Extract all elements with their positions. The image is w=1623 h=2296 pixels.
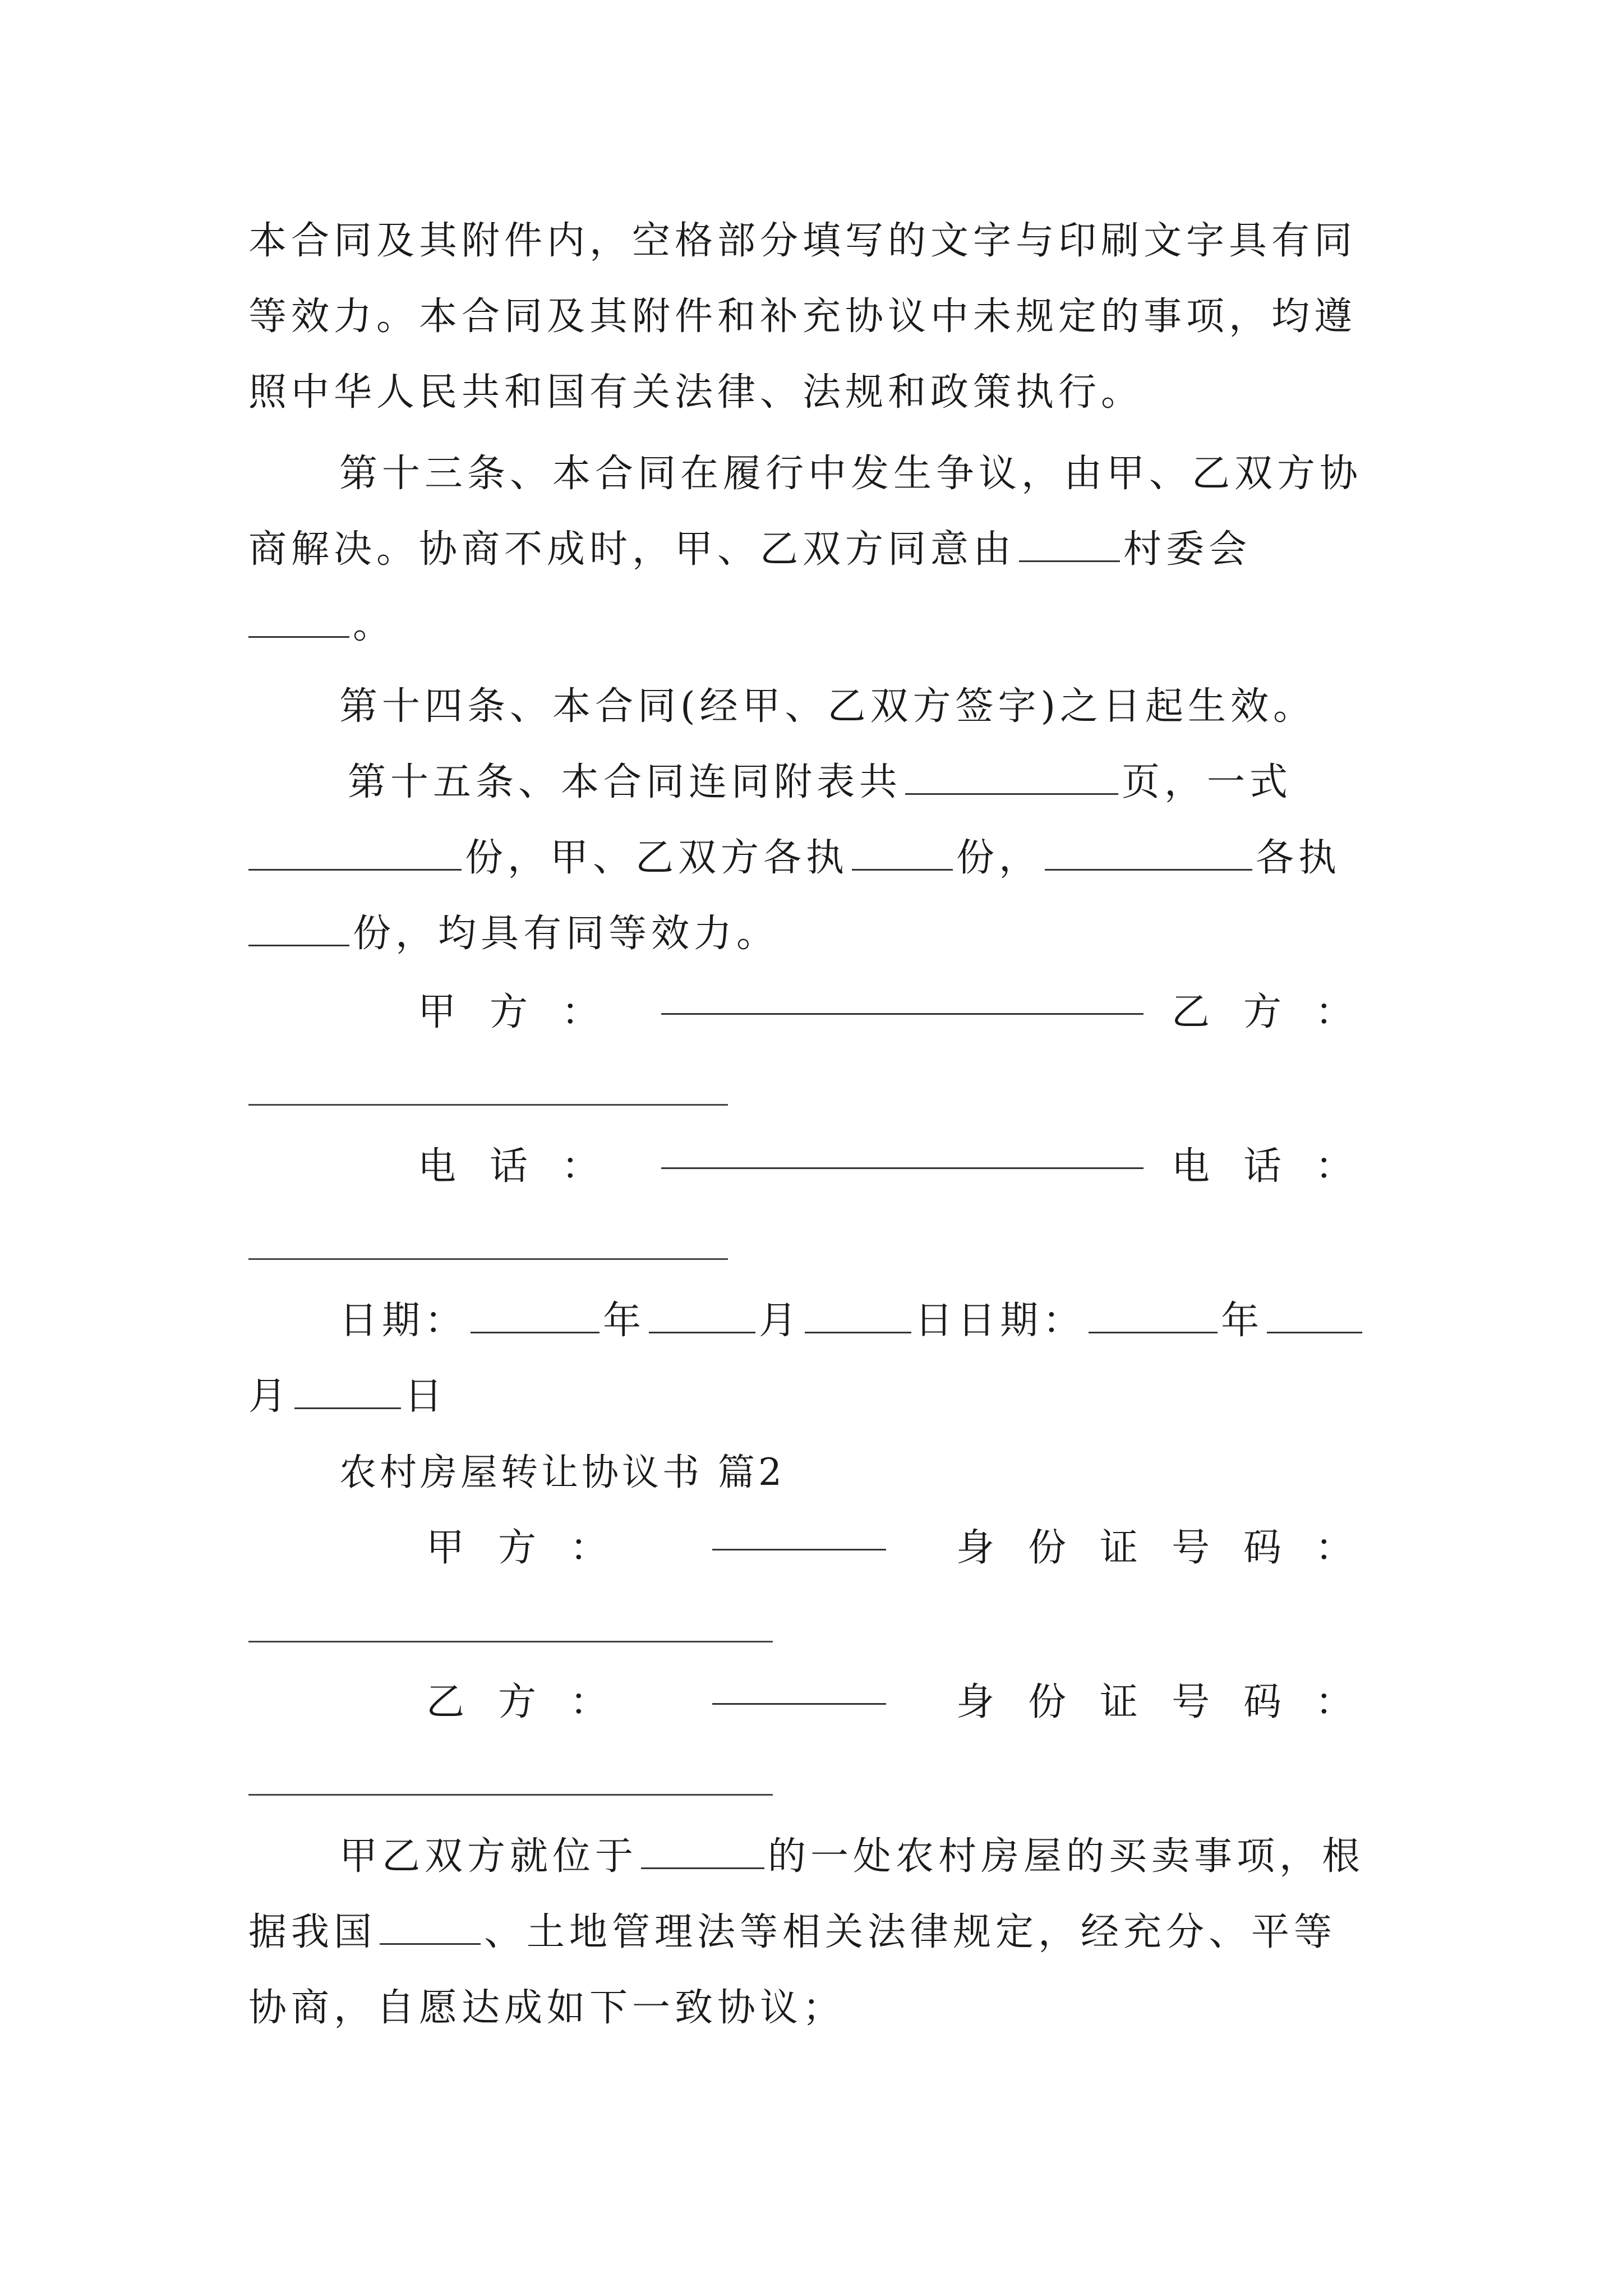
date-line-1 [339, 1290, 1387, 1352]
year-b: 年 [1221, 1299, 1264, 1343]
phone-label-a: 电话： [418, 1144, 634, 1189]
blank-party-a [661, 1013, 1144, 1015]
blank-other-copies [248, 944, 349, 946]
intro-line-2-text-b: 、土地管理法等相关法律规定，经充分、平等 [484, 1910, 1337, 1954]
month-a: 月 [759, 1299, 802, 1343]
article-13-line-3 [248, 595, 1387, 656]
blank-month-b [1267, 1331, 1362, 1333]
article-13-line-2-text: 商解决。协商不成时，甲、乙双方同意由 [248, 527, 1016, 572]
article-15-line-2-text-a: 份，甲、乙双方各执 [465, 836, 849, 880]
article-15-line-2-text-c: 各执 [1256, 836, 1341, 880]
blank-village [1019, 560, 1120, 562]
blank-section-2-id-a [248, 1641, 773, 1642]
month-b: 月 [248, 1374, 292, 1419]
phone-label-b: 电话： [1171, 1144, 1387, 1189]
section-2-party-a-row [426, 1517, 1387, 1579]
article-15-line-1 [348, 752, 1395, 813]
blank-law [380, 1943, 481, 1945]
blank-month-a [649, 1331, 755, 1333]
blank-day-b [294, 1407, 401, 1409]
article-15-pages-text: 页，一式 [1122, 760, 1293, 804]
blank-committee [248, 636, 349, 638]
article-13-line-3-text: 。 [353, 603, 396, 647]
blank-each-copies [852, 868, 953, 871]
blank-section-2-party-b [712, 1703, 886, 1705]
paragraph-1-line-1: 本合同及其附件内，空格部分填写的文字与印刷文字具有同 [248, 219, 1357, 263]
article-15-line-2-text-b: 份， [956, 836, 1042, 880]
paragraph-1-line-3: 照中华人民共和国有关法律、法规和政策执行。 [248, 370, 1144, 415]
article-13-line-1: 第十三条、本合同在履行中发生争议，由甲、乙双方协 [339, 452, 1363, 496]
section-2-party-b-row [426, 1672, 1387, 1733]
party-a-label: 甲方： [418, 990, 634, 1034]
signature-row-phones [418, 1136, 1387, 1198]
intro-line-2-text-a: 据我国 [248, 1910, 377, 1954]
blank-section-2-party-a [712, 1548, 886, 1550]
day-b: 日 [404, 1374, 448, 1419]
article-13-line-2 [248, 519, 1387, 581]
article-15-line-3 [248, 903, 1387, 965]
intro-line-2 [248, 1902, 1387, 1963]
section-2-party-b-label: 乙方： [426, 1680, 642, 1724]
intro-line-1-text-a: 甲乙双方就位于 [339, 1834, 638, 1879]
article-15-line-2 [248, 827, 1387, 889]
date-label-b: 日期： [957, 1299, 1086, 1343]
section-2-title: 农村房屋转让协议书 篇2 [339, 1451, 785, 1494]
blank-year-a [471, 1331, 600, 1333]
section-2-id-label-b: 身份证号码： [956, 1680, 1387, 1724]
paragraph-1-line-2: 等效力。本合同及其附件和补充协议中未规定的事项，均遵 [248, 295, 1357, 339]
party-b-label: 乙方： [1171, 990, 1387, 1034]
article-15-line-3-text: 份，均具有同等效力。 [353, 912, 780, 956]
section-2-party-a-label: 甲方： [426, 1526, 642, 1570]
intro-line-1 [339, 1826, 1387, 1888]
blank-phone-b [248, 1258, 728, 1260]
year-a: 年 [603, 1299, 646, 1343]
blank-year-b [1089, 1331, 1218, 1333]
article-15-line-1-text: 第十五条、本合同连同附表共 [348, 760, 902, 804]
blank-pages [905, 793, 1118, 795]
blank-phone-a [661, 1167, 1144, 1169]
intro-line-3: 协商，自愿达成如下一致协议； [248, 1986, 846, 2030]
section-2-id-label-a: 身份证号码： [956, 1526, 1387, 1570]
day-a: 日 [915, 1299, 958, 1343]
article-14: 第十四条、本合同(经甲、乙双方签字)之日起生效。 [339, 684, 1316, 729]
date-label-a: 日期： [339, 1299, 468, 1343]
date-line-2 [248, 1366, 1387, 1428]
blank-other-party [1045, 868, 1252, 871]
blank-day-a [805, 1331, 911, 1333]
village-committee-text: 村委会 [1123, 527, 1252, 572]
blank-section-2-id-b [248, 1794, 773, 1796]
blank-location [641, 1867, 764, 1869]
signature-row-parties [418, 982, 1387, 1043]
blank-party-b [248, 1104, 728, 1106]
intro-line-1-text-b: 的一处农村房屋的买卖事项，根 [768, 1834, 1365, 1879]
blank-copies [248, 868, 462, 871]
